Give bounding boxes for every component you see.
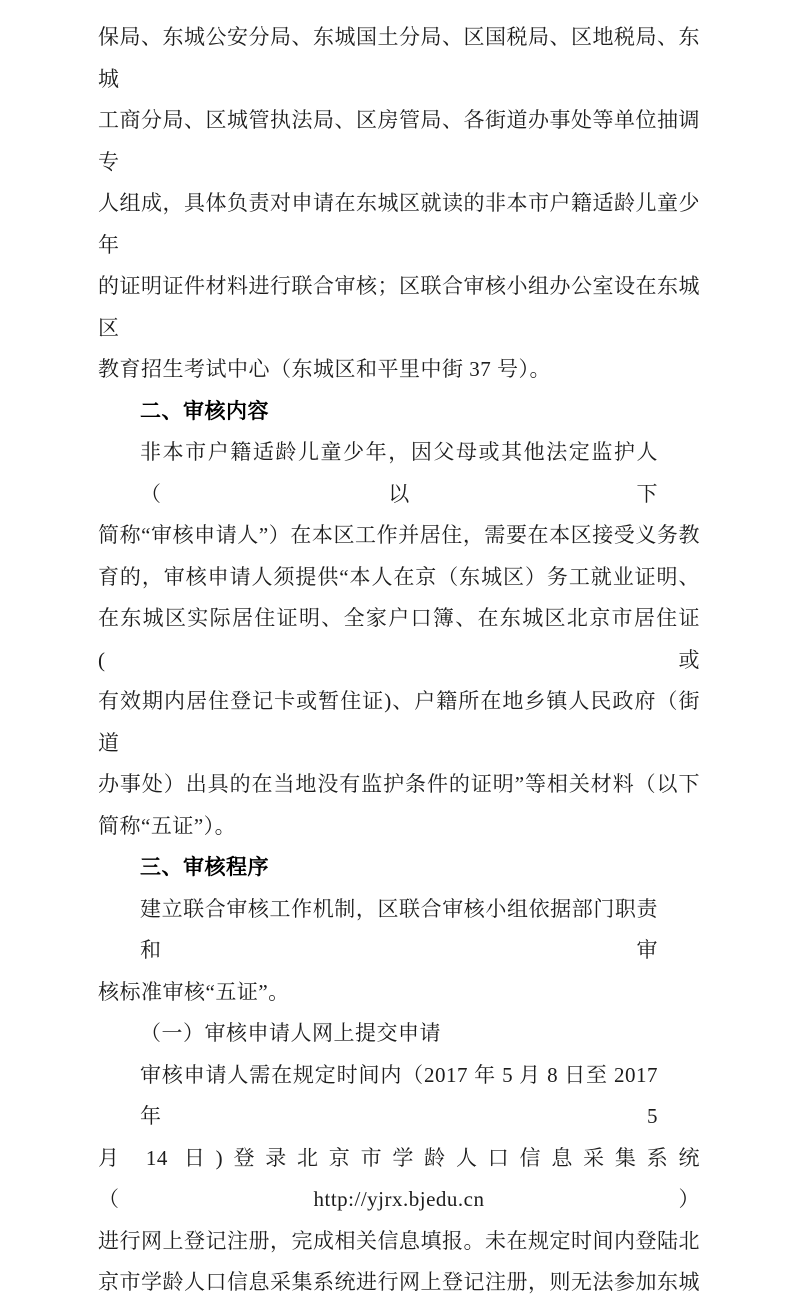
text-line: 简称“五证”）。 xyxy=(98,813,237,838)
text-line: 非本市户籍适龄儿童少年，因父母或其他法定监护人（以下 xyxy=(140,440,658,506)
text-line: 工商分局、区城管执法局、区房管局、各街道办事处等单位抽调专 xyxy=(98,108,700,174)
text-line: 保局、东城公安分局、东城国土分局、区国税局、区地税局、东城 xyxy=(98,25,700,91)
text-line: 审核申请人需在规定时间内（2017 年 5 月 8 日至 2017 年 5 xyxy=(140,1062,658,1128)
section-heading-review-procedure: 三、审核程序 xyxy=(140,856,269,879)
paragraph-review-mechanism xyxy=(98,889,700,1014)
text-line: 简称“审核申请人”）在本区工作并居住，需要在本区接受义务教 xyxy=(98,523,700,547)
paragraph-subsection-title xyxy=(98,1013,700,1055)
text-line: 京市学龄人口信息采集系统进行网上登记注册，则无法参加东城 xyxy=(98,1270,700,1294)
text-line: 的证明证件材料进行联合审核；区联合审核小组办公室设在东城区 xyxy=(98,274,700,340)
text-line: 人组成，具体负责对申请在东城区就读的非本市户籍适龄儿童少年 xyxy=(98,191,700,257)
text-line: 有效期内居住登记卡或暂住证)、户籍所在地乡镇人民政府（街道 xyxy=(98,689,700,755)
text-line-with-url: 月 14 日)登录北京市学龄人口信息采集系统（http://yjrx.bjedu.cn） xyxy=(98,1145,700,1211)
text-line: 进行网上登记注册，完成相关信息填报。未在规定时间内登陆北 xyxy=(98,1228,700,1253)
text-line: 教育招生考试中心（东城区和平里中街 37 号）。 xyxy=(98,357,551,381)
text-line: 育的，审核申请人须提供“本人在京（东城区）务工就业证明、 xyxy=(98,564,700,589)
subsection-heading-online-application: （一）审核申请人网上提交申请 xyxy=(140,1021,441,1045)
paragraph-online-registration xyxy=(98,1055,700,1304)
text-line: 在东城区实际居住证明、全家户口簿、在东城区北京市居住证(或 xyxy=(98,606,700,672)
text-line: 建立联合审核工作机制，区联合审核小组依据部门职责和审 xyxy=(140,896,658,962)
paragraph-review-content xyxy=(98,432,700,847)
section-heading-review-content: 二、审核内容 xyxy=(140,399,269,423)
paragraph-review-group xyxy=(98,17,700,391)
text-line: 办事处）出具的在当地没有监护条件的证明”等相关材料（以下 xyxy=(98,772,700,796)
text-line: 核标准审核“五证”。 xyxy=(98,979,290,1004)
